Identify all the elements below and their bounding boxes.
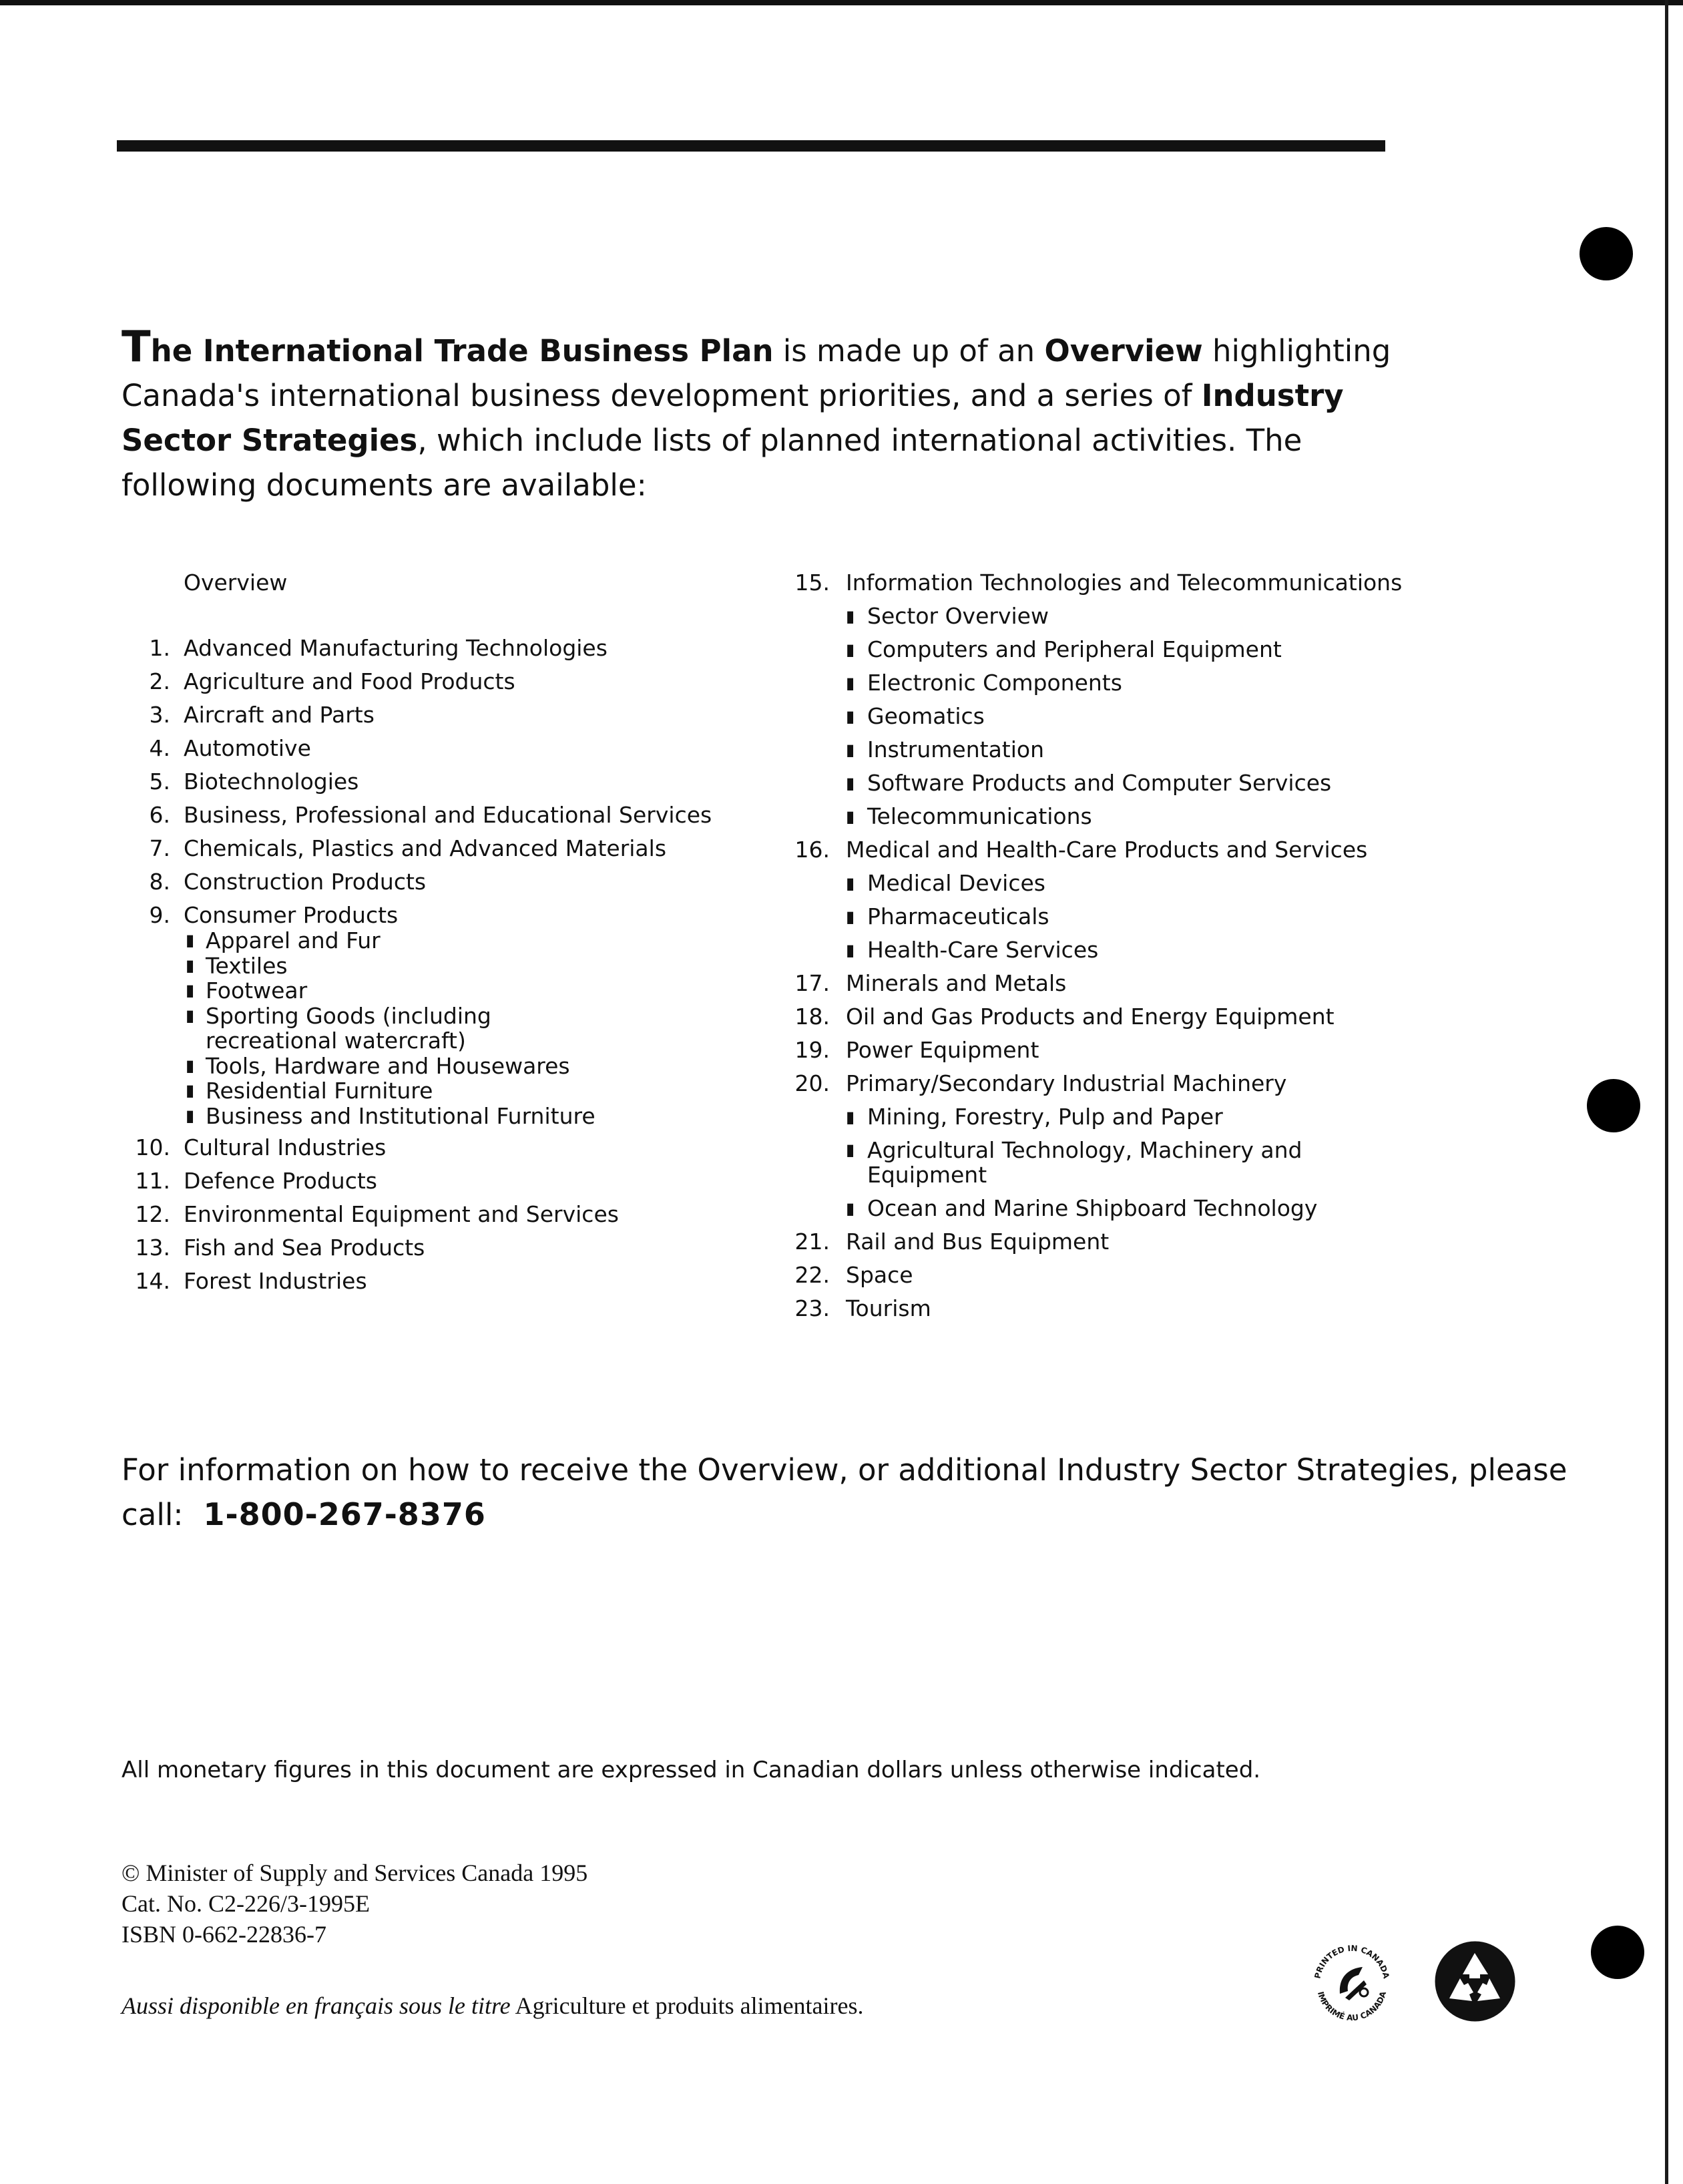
phone-number: 1-800-267-8376	[203, 1496, 486, 1532]
list-item: 1. Advanced Manufacturing Technologies	[149, 635, 608, 661]
page-right-edge	[1665, 0, 1668, 2184]
list-item: 10. Cultural Industries	[135, 1134, 387, 1160]
intro-overview-term: Overview	[1044, 333, 1203, 369]
bullet-icon: ▮	[846, 640, 855, 659]
bullet-icon: ▮	[846, 707, 855, 726]
sub-list-item: ▮ Footwear	[186, 977, 308, 1004]
bullet-icon: ▮	[186, 955, 195, 975]
list-item: 3. Aircraft and Parts	[149, 702, 375, 728]
bullet-icon: ▮	[186, 1056, 195, 1075]
bullet-icon: ▮	[846, 674, 855, 692]
bullet-icon: ▮	[186, 931, 195, 949]
list-item: 12. Environmental Equipment and Services	[135, 1201, 619, 1227]
list-item: 11. Defence Products	[135, 1168, 377, 1194]
page-top-edge	[0, 0, 1683, 5]
bullet-icon: ▮	[846, 774, 855, 793]
binder-hole-middle	[1587, 1079, 1640, 1132]
french-availability-note	[122, 1992, 864, 2020]
sub-list-item: ▮ Software Products and Computer Services	[784, 767, 1399, 800]
bullet-icon: ▮	[846, 907, 855, 926]
sub-list-item: ▮ Tools, Hardware and Housewares	[186, 1052, 570, 1079]
sub-list-item: ▮ Telecommunications	[784, 800, 1399, 833]
svg-text:PRINTED IN CANADA: PRINTED IN CANADA	[1312, 1943, 1391, 1980]
document-list-left	[120, 566, 761, 1298]
contact-info	[122, 1448, 1590, 1537]
list-item: 8. Construction Products	[149, 869, 427, 895]
bullet-icon: ▮	[186, 1081, 195, 1100]
intro-title: he International Trade Business Plan	[150, 333, 774, 369]
bullet-icon: ▮	[846, 740, 855, 759]
sub-list-item: ▮ Ocean and Marine Shipboard Technology	[784, 1192, 1399, 1225]
list-item: 13. Fish and Sea Products	[135, 1235, 425, 1261]
list-item: 18. Oil and Gas Products and Energy Equipment	[794, 1004, 1335, 1030]
list-item: 6. Business, Professional and Educational Services	[149, 802, 712, 828]
list-item: 17. Minerals and Metals	[794, 970, 1067, 996]
printed-in-canada-logo	[1305, 1936, 1399, 2030]
list-item: 20. Primary/Secondary Industrial Machinery	[794, 1070, 1287, 1096]
list-item: 9. Consumer Products	[149, 902, 399, 928]
french-title: Agriculture et produits alimentaires.	[510, 1992, 864, 2019]
contact-text: For information on how to receive the Overview, or additional Industry Sector Strategies, please call:	[122, 1452, 1568, 1532]
bullet-icon: ▮	[846, 807, 855, 826]
copyright-line: © Minister of Supply and Services Canada 1995	[122, 1860, 588, 1886]
bullet-icon: ▮	[846, 607, 855, 626]
bullet-icon: ▮	[846, 874, 855, 893]
list-item: 14. Forest Industries	[135, 1268, 367, 1294]
document-list-right	[784, 566, 1403, 1325]
list-item: 16. Medical and Health-Care Products and Services	[794, 837, 1368, 863]
list-item: 15. Information Technologies and Telecommunications	[794, 570, 1403, 596]
sub-list-item: ▮ Health-Care Services	[784, 933, 1399, 967]
sub-list-item: ▮ Business and Institutional Furniture	[186, 1102, 595, 1129]
sub-list-item: ▮ Medical Devices	[784, 867, 1399, 900]
sub-list-item: ▮ Electronic Components	[784, 666, 1399, 700]
french-italic-text: Aussi disponible en français sous le titre	[122, 1992, 511, 2019]
sub-list-item: ▮ Sector Overview	[784, 600, 1399, 633]
sub-list-item: ▮ Agricultural Technology, Machinery and Equipment	[846, 1137, 1302, 1188]
isbn: ISBN 0-662-22836-7	[122, 1921, 326, 1948]
catalogue-number: Cat. No. C2-226/3-1995E	[122, 1890, 370, 1917]
header-rule	[117, 140, 1385, 152]
list-item-overview: Overview	[184, 570, 288, 596]
sub-list-item: ▮ Instrumentation	[784, 733, 1399, 767]
list-item: 22. Space	[794, 1262, 913, 1288]
sub-list-item: ▮ Geomatics	[784, 700, 1399, 733]
sub-list-item: ▮ Mining, Forestry, Pulp and Paper	[784, 1100, 1399, 1134]
list-item: 23. Tourism	[794, 1295, 931, 1321]
list-item: 2. Agriculture and Food Products	[149, 668, 515, 694]
sub-list-item: ▮ Pharmaceuticals	[784, 900, 1399, 933]
list-item: 19. Power Equipment	[794, 1037, 1039, 1063]
intro-strategies-term: Industry Sector Strategies	[122, 378, 1344, 458]
legal-block	[122, 1858, 587, 1950]
sub-list-item: ▮ Apparel and Fur	[186, 927, 381, 953]
intro-text-2: highlighting Canada's international business development priorities, and a series of	[122, 333, 1391, 413]
intro-paragraph	[122, 322, 1430, 507]
intro-dropcap: T	[122, 322, 151, 372]
bullet-icon: ▮	[186, 1006, 195, 1025]
bullet-icon: ▮	[186, 1106, 195, 1125]
currency-note: All monetary figures in this document are expressed in Canadian dollars unless otherwise indicated.	[122, 1757, 1261, 1783]
bullet-icon: ▮	[846, 1108, 855, 1126]
intro-text-1: is made up of an	[773, 333, 1045, 369]
sub-list-item: ▮ Sporting Goods (including recreational watercraft)	[186, 1002, 491, 1054]
intro-text-3: , which include lists of planned international activities. The following documents are available:	[122, 423, 1302, 503]
recycle-icon	[1433, 1940, 1517, 2023]
bullet-icon: ▮	[846, 1140, 855, 1159]
sub-list-item: ▮ Computers and Peripheral Equipment	[784, 633, 1399, 666]
list-item: 4. Automotive	[149, 735, 311, 761]
sub-list-item: ▮ Residential Furniture	[186, 1078, 433, 1104]
binder-hole-top	[1580, 227, 1633, 280]
list-item: 5. Biotechnologies	[149, 769, 359, 795]
binder-hole-bottom	[1591, 1926, 1644, 1979]
bullet-icon: ▮	[186, 981, 195, 1000]
sub-list-item: ▮ Textiles	[186, 952, 288, 979]
bullet-icon: ▮	[846, 1199, 855, 1218]
svg-text:IMPRIMÉ AU CANADA: IMPRIMÉ AU CANADA	[1316, 1990, 1389, 2023]
list-item: 21. Rail and Bus Equipment	[794, 1229, 1110, 1255]
bullet-icon: ▮	[846, 941, 855, 959]
list-item: 7. Chemicals, Plastics and Advanced Materials	[149, 835, 667, 861]
